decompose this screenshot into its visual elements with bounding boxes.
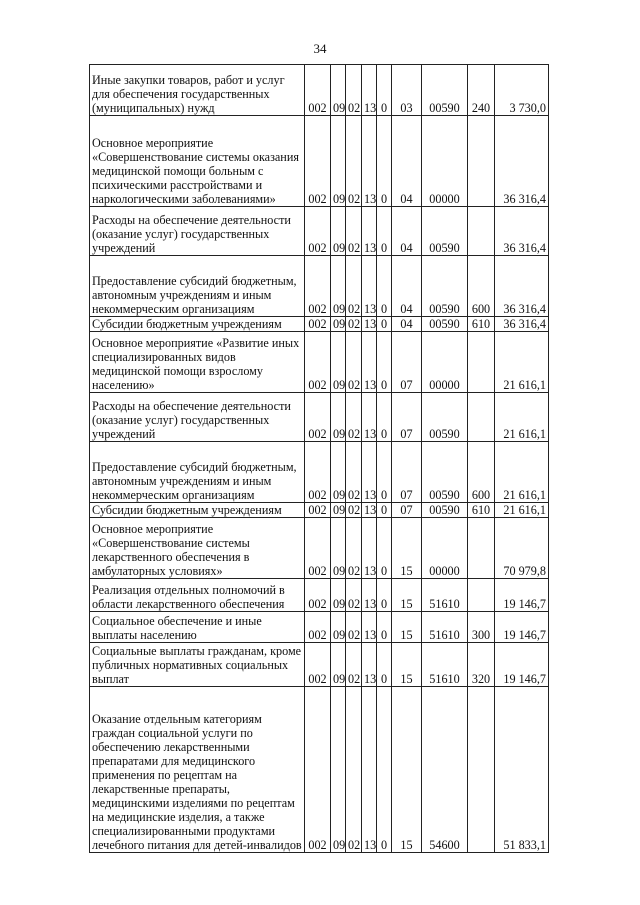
- row-name: Расходы на обеспечение деятельности (оказание услуг) государственных учреждений: [90, 393, 305, 442]
- program-code: 13: [362, 518, 377, 579]
- expense-type-code: [468, 332, 495, 393]
- amount: 36 316,4: [495, 116, 549, 207]
- section-code: 09: [331, 579, 346, 612]
- expense-type-code: 600: [468, 256, 495, 317]
- row-name: Расходы на обеспечение деятельности (оказание услуг) государственных учреждений: [90, 207, 305, 256]
- expense-type-code: [468, 687, 495, 853]
- amount: 21 616,1: [495, 393, 549, 442]
- row-name: Оказание отдельным категориям граждан социальной услуги по обеспечению лекарственными препаратами для медицинского применения по рецептам на лекарственные препараты, медицинскими изделиями по рецептам на медицинские изделия, а также специализированными продуктами лечебного питания для детей-инвалидов: [90, 687, 305, 853]
- subprogram-code: 0: [377, 442, 392, 503]
- page-number: 34: [313, 41, 327, 56]
- section-code: 09: [331, 65, 346, 116]
- subsection-code: 02: [346, 207, 362, 256]
- row-name: Основное мероприятие «Совершенствование системы оказания медицинской помощи больным с психическими расстройствами и наркологическими заболеваниями»: [90, 116, 305, 207]
- row-name: Социальные выплаты гражданам, кроме публичных нормативных социальных выплат: [90, 643, 305, 687]
- amount: 51 833,1: [495, 687, 549, 853]
- program-code: 13: [362, 65, 377, 116]
- amount: 36 316,4: [495, 207, 549, 256]
- table-row: [90, 207, 549, 256]
- ministry-code: 002: [305, 687, 331, 853]
- program-code: 13: [362, 442, 377, 503]
- expense-type-code: 300: [468, 612, 495, 643]
- table-row: [90, 612, 549, 643]
- row-name: Предоставление субсидий бюджетным, автономным учреждениям и иным некоммерческим организациям: [90, 256, 305, 317]
- program-code: 13: [362, 256, 377, 317]
- event-code: 03: [392, 65, 422, 116]
- ministry-code: 002: [305, 503, 331, 518]
- row-name: Предоставление субсидий бюджетным, автономным учреждениям и иным некоммерческим организациям: [90, 442, 305, 503]
- subsection-code: 02: [346, 442, 362, 503]
- row-name: Субсидии бюджетным учреждениям: [90, 317, 305, 332]
- amount: 21 616,1: [495, 503, 549, 518]
- subprogram-code: 0: [377, 256, 392, 317]
- section-code: 09: [331, 207, 346, 256]
- subprogram-code: 0: [377, 65, 392, 116]
- expense-type-code: [468, 579, 495, 612]
- amount: 3 730,0: [495, 65, 549, 116]
- ministry-code: 002: [305, 393, 331, 442]
- direction-code: 54600: [422, 687, 468, 853]
- direction-code: 00590: [422, 65, 468, 116]
- ministry-code: 002: [305, 256, 331, 317]
- subprogram-code: 0: [377, 612, 392, 643]
- direction-code: 00590: [422, 442, 468, 503]
- event-code: 07: [392, 393, 422, 442]
- amount: 21 616,1: [495, 442, 549, 503]
- section-code: 09: [331, 687, 346, 853]
- direction-code: 00590: [422, 317, 468, 332]
- amount: 19 146,7: [495, 579, 549, 612]
- direction-code: 00590: [422, 393, 468, 442]
- ministry-code: 002: [305, 317, 331, 332]
- subsection-code: 02: [346, 612, 362, 643]
- subprogram-code: 0: [377, 579, 392, 612]
- section-code: 09: [331, 332, 346, 393]
- event-code: 04: [392, 317, 422, 332]
- table-row: [90, 687, 549, 853]
- event-code: 04: [392, 256, 422, 317]
- subprogram-code: 0: [377, 116, 392, 207]
- program-code: 13: [362, 332, 377, 393]
- table-row: [90, 116, 549, 207]
- subsection-code: 02: [346, 65, 362, 116]
- ministry-code: 002: [305, 579, 331, 612]
- table-row: [90, 332, 549, 393]
- event-code: 07: [392, 503, 422, 518]
- ministry-code: 002: [305, 643, 331, 687]
- subsection-code: 02: [346, 116, 362, 207]
- expense-type-code: 320: [468, 643, 495, 687]
- expense-type-code: 600: [468, 442, 495, 503]
- subsection-code: 02: [346, 332, 362, 393]
- amount: 19 146,7: [495, 612, 549, 643]
- direction-code: 00590: [422, 503, 468, 518]
- subprogram-code: 0: [377, 332, 392, 393]
- direction-code: 00000: [422, 518, 468, 579]
- section-code: 09: [331, 612, 346, 643]
- event-code: 04: [392, 116, 422, 207]
- event-code: 04: [392, 207, 422, 256]
- amount: 36 316,4: [495, 317, 549, 332]
- subsection-code: 02: [346, 687, 362, 853]
- row-name: Основное мероприятие «Развитие иных специализированных видов медицинской помощи взрослому населению»: [90, 332, 305, 393]
- program-code: 13: [362, 393, 377, 442]
- program-code: 13: [362, 579, 377, 612]
- program-code: 13: [362, 643, 377, 687]
- subprogram-code: 0: [377, 503, 392, 518]
- subsection-code: 02: [346, 518, 362, 579]
- table-row: [90, 442, 549, 503]
- table-row: [90, 317, 549, 332]
- ministry-code: 002: [305, 612, 331, 643]
- subprogram-code: 0: [377, 643, 392, 687]
- expense-type-code: 240: [468, 65, 495, 116]
- subprogram-code: 0: [377, 207, 392, 256]
- expense-type-code: 610: [468, 503, 495, 518]
- table-row: [90, 643, 549, 687]
- event-code: 15: [392, 518, 422, 579]
- direction-code: 00000: [422, 116, 468, 207]
- ministry-code: 002: [305, 332, 331, 393]
- program-code: 13: [362, 687, 377, 853]
- event-code: 15: [392, 579, 422, 612]
- direction-code: 51610: [422, 643, 468, 687]
- event-code: 15: [392, 612, 422, 643]
- section-code: 09: [331, 116, 346, 207]
- section-code: 09: [331, 393, 346, 442]
- direction-code: 51610: [422, 612, 468, 643]
- row-name: Субсидии бюджетным учреждениям: [90, 503, 305, 518]
- direction-code: 51610: [422, 579, 468, 612]
- section-code: 09: [331, 442, 346, 503]
- direction-code: 00590: [422, 207, 468, 256]
- program-code: 13: [362, 116, 377, 207]
- amount: 70 979,8: [495, 518, 549, 579]
- event-code: 15: [392, 643, 422, 687]
- table-row: [90, 503, 549, 518]
- event-code: 07: [392, 332, 422, 393]
- expense-type-code: [468, 116, 495, 207]
- ministry-code: 002: [305, 65, 331, 116]
- section-code: 09: [331, 503, 346, 518]
- subprogram-code: 0: [377, 687, 392, 853]
- program-code: 13: [362, 503, 377, 518]
- ministry-code: 002: [305, 442, 331, 503]
- direction-code: 00590: [422, 256, 468, 317]
- ministry-code: 002: [305, 116, 331, 207]
- subsection-code: 02: [346, 393, 362, 442]
- table-row: [90, 518, 549, 579]
- subsection-code: 02: [346, 503, 362, 518]
- event-code: 07: [392, 442, 422, 503]
- subprogram-code: 0: [377, 518, 392, 579]
- amount: 36 316,4: [495, 256, 549, 317]
- expense-type-code: [468, 207, 495, 256]
- row-name: Социальное обеспечение и иные выплаты населению: [90, 612, 305, 643]
- amount: 21 616,1: [495, 332, 549, 393]
- subprogram-code: 0: [377, 393, 392, 442]
- subsection-code: 02: [346, 256, 362, 317]
- amount: 19 146,7: [495, 643, 549, 687]
- program-code: 13: [362, 317, 377, 332]
- section-code: 09: [331, 518, 346, 579]
- budget-table: [89, 64, 549, 853]
- direction-code: 00000: [422, 332, 468, 393]
- ministry-code: 002: [305, 518, 331, 579]
- program-code: 13: [362, 612, 377, 643]
- subsection-code: 02: [346, 643, 362, 687]
- table-row: [90, 579, 549, 612]
- section-code: 09: [331, 317, 346, 332]
- row-name: Иные закупки товаров, работ и услуг для обеспечения государственных (муниципальных) нужд: [90, 65, 305, 116]
- row-name: Основное мероприятие «Совершенствование системы лекарственного обеспечения в амбулаторных условиях»: [90, 518, 305, 579]
- program-code: 13: [362, 207, 377, 256]
- section-code: 09: [331, 643, 346, 687]
- expense-type-code: [468, 518, 495, 579]
- table-row: [90, 256, 549, 317]
- section-code: 09: [331, 256, 346, 317]
- row-name: Реализация отдельных полномочий в области лекарственного обеспечения: [90, 579, 305, 612]
- ministry-code: 002: [305, 207, 331, 256]
- expense-type-code: 610: [468, 317, 495, 332]
- subsection-code: 02: [346, 579, 362, 612]
- expense-type-code: [468, 393, 495, 442]
- subsection-code: 02: [346, 317, 362, 332]
- subprogram-code: 0: [377, 317, 392, 332]
- event-code: 15: [392, 687, 422, 853]
- table-row: [90, 393, 549, 442]
- table-row: [90, 65, 549, 116]
